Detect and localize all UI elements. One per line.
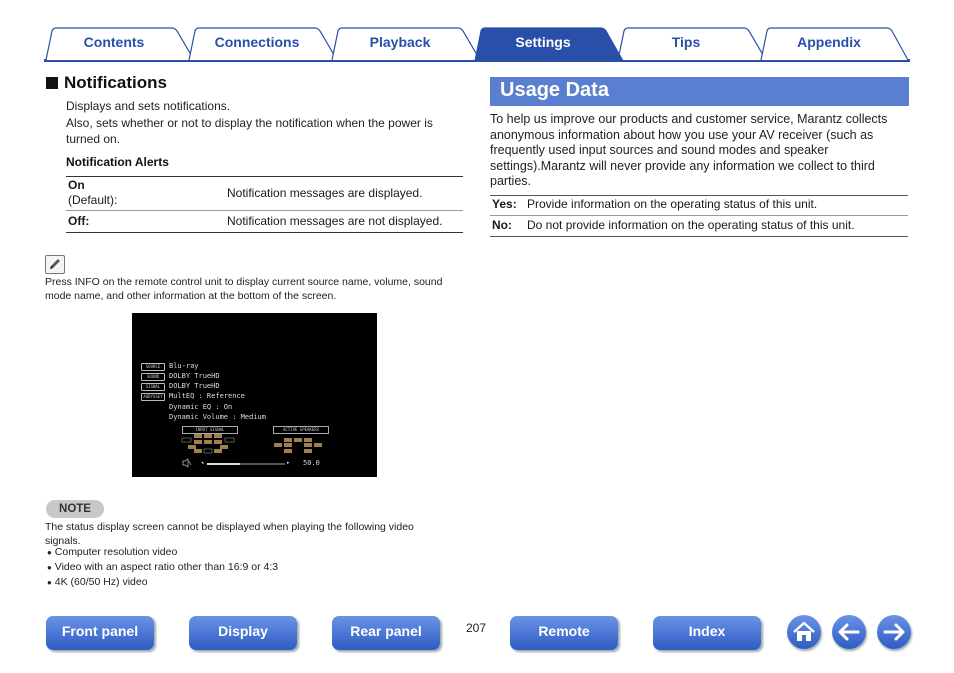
tab-tips[interactable]: Tips bbox=[671, 34, 701, 50]
note-list bbox=[47, 545, 278, 590]
volume-right-arrow-icon: ▸ bbox=[287, 460, 290, 466]
notification-alerts-heading: Notification Alerts bbox=[66, 155, 169, 169]
arrow-left-icon bbox=[832, 615, 866, 649]
page-number: 207 bbox=[466, 621, 487, 635]
screen-tag-signal: SIGNAL bbox=[141, 383, 165, 391]
screen-line: Dynamic Volume : Medium bbox=[169, 413, 266, 421]
tab-appendix[interactable]: Appendix bbox=[797, 34, 861, 50]
tab-connections[interactable]: Connections bbox=[214, 34, 300, 50]
tab-contents[interactable]: Contents bbox=[83, 34, 145, 50]
notifications-heading bbox=[46, 73, 167, 93]
option-off-value: Notification messages are not displayed. bbox=[227, 214, 443, 228]
remote-button[interactable]: Remote bbox=[510, 616, 618, 650]
top-tab-bar bbox=[44, 26, 910, 62]
display-button[interactable]: Display bbox=[189, 616, 297, 650]
note-text: The status display screen cannot be displayed when playing the following video signals. bbox=[45, 521, 414, 547]
screen-line: DOLBY TrueHD bbox=[169, 372, 220, 380]
usage-yes-key: Yes: bbox=[492, 197, 517, 211]
usage-data-text: To help us improve our products and customer service, Marantz collects anonymous information about how you use your AV receiver (such as frequently used input sources and sound modes and speaker settings).Marantz will never provide any information we collect to third parties. bbox=[490, 112, 888, 188]
notifications-description-1: Displays and sets notifications. bbox=[66, 99, 231, 113]
tab-settings[interactable]: Settings bbox=[515, 34, 571, 50]
option-off-key: Off: bbox=[68, 214, 90, 228]
input-signal-label: INPUT SIGNAL bbox=[182, 426, 238, 434]
input-signal-grid bbox=[180, 434, 240, 456]
usage-data-banner bbox=[490, 77, 909, 106]
front-panel-button[interactable]: Front panel bbox=[46, 616, 154, 650]
home-icon bbox=[787, 615, 821, 649]
status-display-screen bbox=[132, 313, 377, 477]
pencil-icon bbox=[45, 255, 65, 274]
usage-no-key: No: bbox=[492, 218, 512, 232]
screen-tag-audyssey: AUDYSSEY bbox=[141, 393, 165, 401]
square-bullet-icon bbox=[46, 77, 58, 89]
note-list-item: ● 4K (60/50 Hz) video bbox=[47, 576, 148, 588]
back-button[interactable] bbox=[832, 615, 866, 649]
note-list-item: ● Computer resolution video bbox=[47, 546, 178, 558]
usage-table-row-rule bbox=[490, 215, 908, 216]
volume-fill bbox=[207, 463, 240, 465]
usage-table-bottom-rule bbox=[490, 236, 908, 237]
usage-data-title: Usage Data bbox=[500, 79, 609, 101]
screen-line: Dynamic EQ : On bbox=[169, 403, 233, 411]
notifications-description-2: Also, sets whether or not to display the notification when the power is turned on. bbox=[66, 116, 433, 146]
table-row-rule bbox=[66, 210, 463, 211]
option-on-value: Notification messages are displayed. bbox=[227, 186, 423, 200]
arrow-right-icon bbox=[877, 615, 911, 649]
active-speakers-label: ACTIVE SPEAKERS bbox=[273, 426, 329, 434]
home-button[interactable] bbox=[787, 615, 821, 649]
usage-table-top-rule bbox=[490, 195, 908, 196]
index-button[interactable]: Index bbox=[653, 616, 761, 650]
note-badge: NOTE bbox=[46, 500, 104, 518]
option-on-default: (Default): bbox=[68, 193, 118, 207]
usage-yes-value: Provide information on the operating status of this unit. bbox=[527, 197, 818, 211]
screen-tag-sound: SOUND bbox=[141, 373, 165, 381]
table-top-rule bbox=[66, 176, 463, 177]
tip-text: Press INFO on the remote control unit to display current source name, volume, sound mode name, and other information at the bottom of the screen. bbox=[45, 276, 443, 302]
volume-left-arrow-icon: ◂ bbox=[201, 460, 204, 466]
active-speakers-grid bbox=[270, 434, 330, 456]
forward-button[interactable] bbox=[877, 615, 911, 649]
volume-value: 50.0 bbox=[303, 459, 320, 467]
screen-line: DOLBY TrueHD bbox=[169, 382, 220, 390]
table-bottom-rule bbox=[66, 232, 463, 233]
screen-tag-source: SOURCE bbox=[141, 363, 165, 371]
usage-no-value: Do not provide information on the operating status of this unit. bbox=[527, 218, 855, 232]
note-list-item: ● Video with an aspect ratio other than 16:9 or 4:3 bbox=[47, 561, 279, 573]
option-on-key: On bbox=[68, 178, 85, 192]
screen-line: MultEQ : Reference bbox=[169, 392, 245, 400]
notifications-title: Notifications bbox=[64, 73, 167, 92]
rear-panel-button[interactable]: Rear panel bbox=[332, 616, 440, 650]
tab-playback[interactable]: Playback bbox=[369, 34, 431, 50]
screen-line: Blu-ray bbox=[169, 362, 199, 370]
speaker-mute-icon bbox=[182, 458, 192, 468]
